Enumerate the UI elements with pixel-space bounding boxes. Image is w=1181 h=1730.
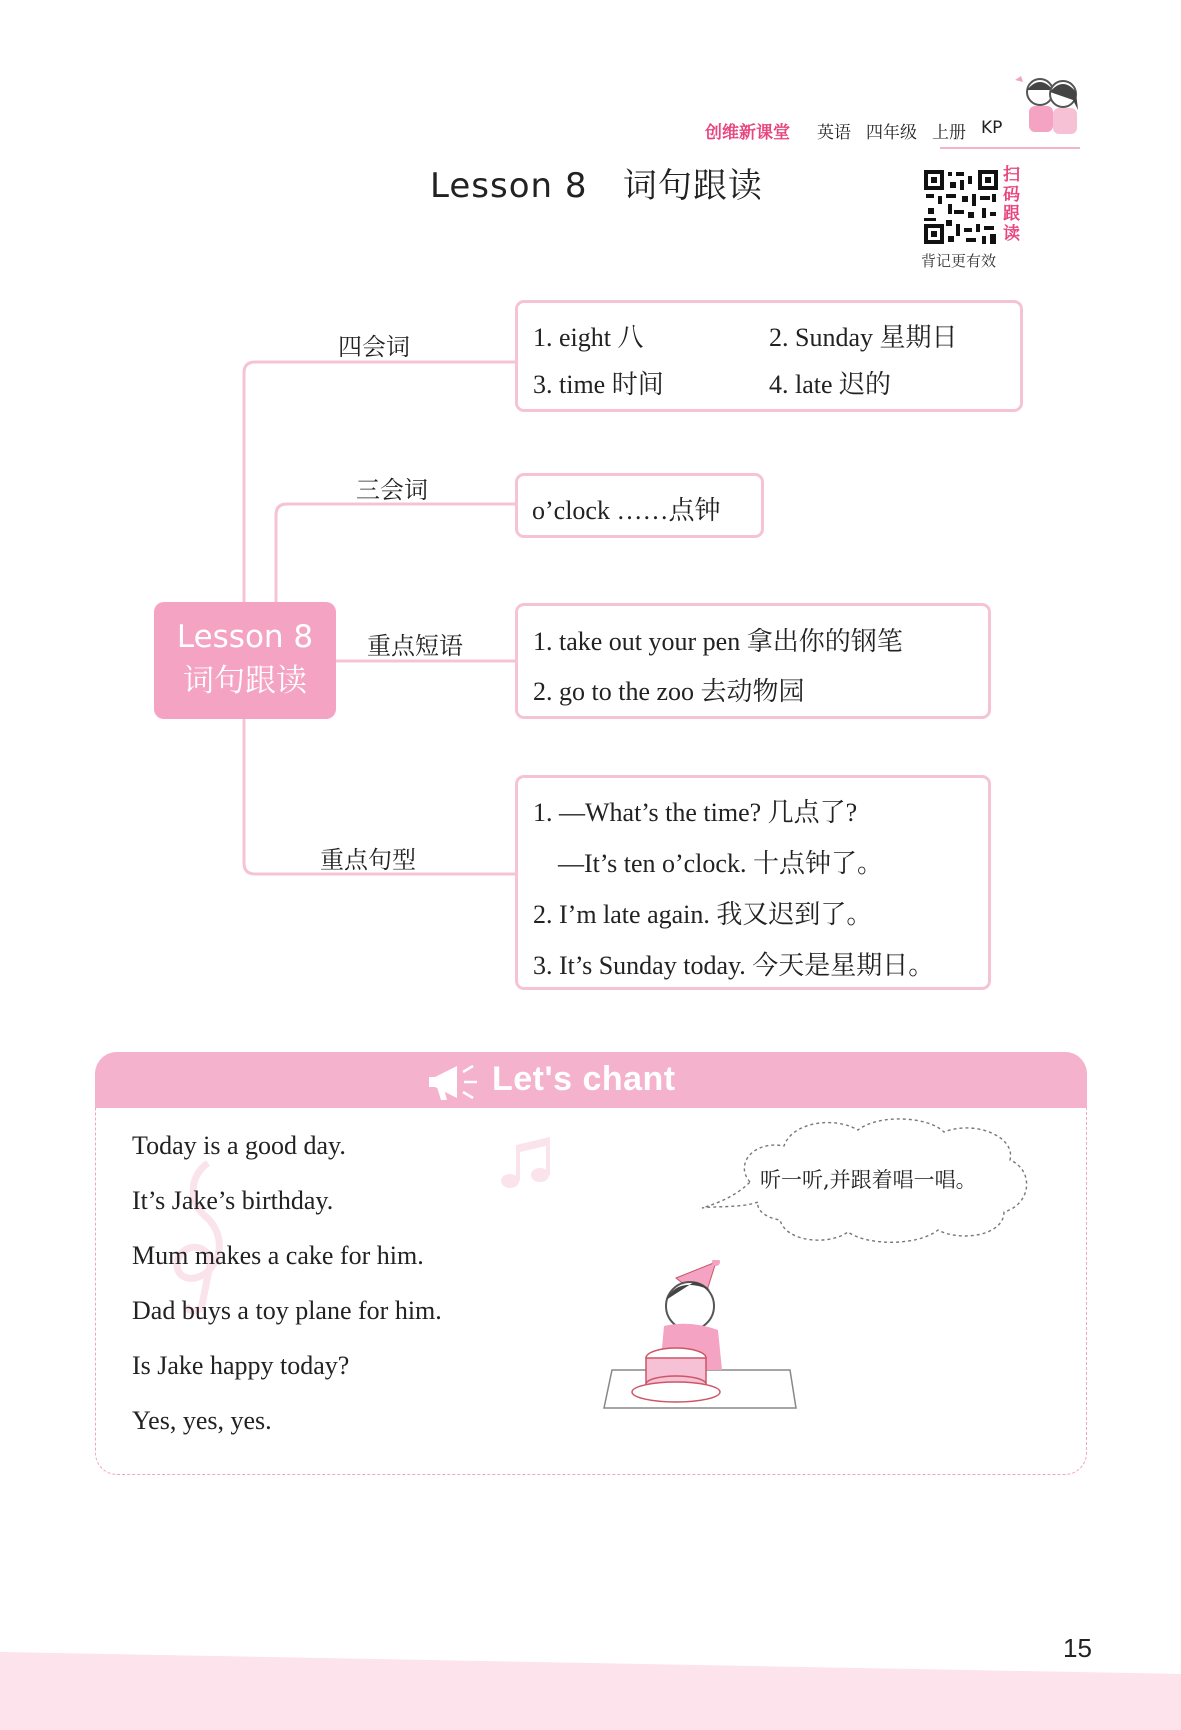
sentence-item: 1. —What’s the time? 几点了? bbox=[533, 798, 858, 827]
qr-caption-char: 读 bbox=[1003, 223, 1020, 244]
speech-bubble-text: 听一听,并跟着唱一唱。 bbox=[760, 1168, 977, 1192]
key-phrases-box bbox=[515, 603, 991, 719]
mindmap-hub bbox=[154, 602, 336, 719]
subject-label: 英语 bbox=[817, 123, 851, 143]
treble-clef-icon bbox=[160, 1155, 250, 1315]
word-item: 3. time 时间 bbox=[533, 370, 664, 399]
branch-label-three-skill-words: 三会词 bbox=[356, 476, 428, 504]
page-number: 15 bbox=[1063, 1633, 1092, 1663]
boy-with-cake-illustration bbox=[598, 1260, 798, 1415]
chant-line: Is Jake happy today? bbox=[132, 1351, 350, 1380]
page-title: Lesson 8 词句跟读 bbox=[430, 166, 763, 206]
qr-caption-char: 码 bbox=[1003, 184, 1020, 205]
word-item: 2. Sunday 星期日 bbox=[769, 323, 958, 352]
chant-line: Mum makes a cake for him. bbox=[132, 1241, 424, 1270]
word-item: 1. eight 八 bbox=[533, 323, 644, 352]
music-note-icon bbox=[497, 1133, 557, 1193]
hub-title: Lesson 8 bbox=[176, 619, 314, 655]
three-skill-words-box bbox=[515, 473, 764, 538]
bottom-decorative-band bbox=[0, 1652, 1181, 1730]
qr-caption-char: 跟 bbox=[1003, 204, 1020, 224]
phrase-item: 2. go to the zoo 去动物园 bbox=[533, 677, 805, 706]
word-item: o’clock ……点钟 bbox=[532, 496, 721, 525]
qr-caption-char: 扫 bbox=[1003, 165, 1020, 185]
phrase-item: 1. take out your pen 拿出你的钢笔 bbox=[533, 627, 903, 656]
grade-label: 四年级 bbox=[866, 123, 917, 143]
chant-line: Today is a good day. bbox=[132, 1131, 346, 1160]
branch-label-four-skill-words: 四会词 bbox=[338, 333, 410, 361]
qr-note: 背记更有效 bbox=[921, 252, 997, 270]
sentence-item: —It’s ten o’clock. 十点钟了。 bbox=[558, 849, 883, 878]
chant-line: Dad buys a toy plane for him. bbox=[132, 1296, 442, 1325]
sentence-item: 2. I’m late again. 我又迟到了。 bbox=[533, 900, 873, 929]
sentence-item: 3. It’s Sunday today. 今天是星期日。 bbox=[533, 951, 935, 980]
series-brand: 创维新课堂 bbox=[705, 123, 790, 143]
branch-label-key-sentences: 重点句型 bbox=[320, 846, 416, 874]
branch-label-key-phrases: 重点短语 bbox=[367, 632, 463, 660]
edition-label: KP bbox=[981, 118, 1003, 138]
word-item: 4. late 迟的 bbox=[769, 370, 892, 399]
hub-subtitle: 词句跟读 bbox=[183, 663, 307, 699]
chant-title: Let's chant bbox=[492, 1060, 676, 1098]
chant-line: It’s Jake’s birthday. bbox=[132, 1186, 334, 1215]
chant-line: Yes, yes, yes. bbox=[132, 1406, 272, 1435]
term-label: 上册 bbox=[932, 123, 966, 143]
megaphone-icon bbox=[427, 1060, 483, 1104]
key-sentences-box bbox=[515, 775, 991, 990]
four-skill-words-box bbox=[515, 300, 1023, 412]
